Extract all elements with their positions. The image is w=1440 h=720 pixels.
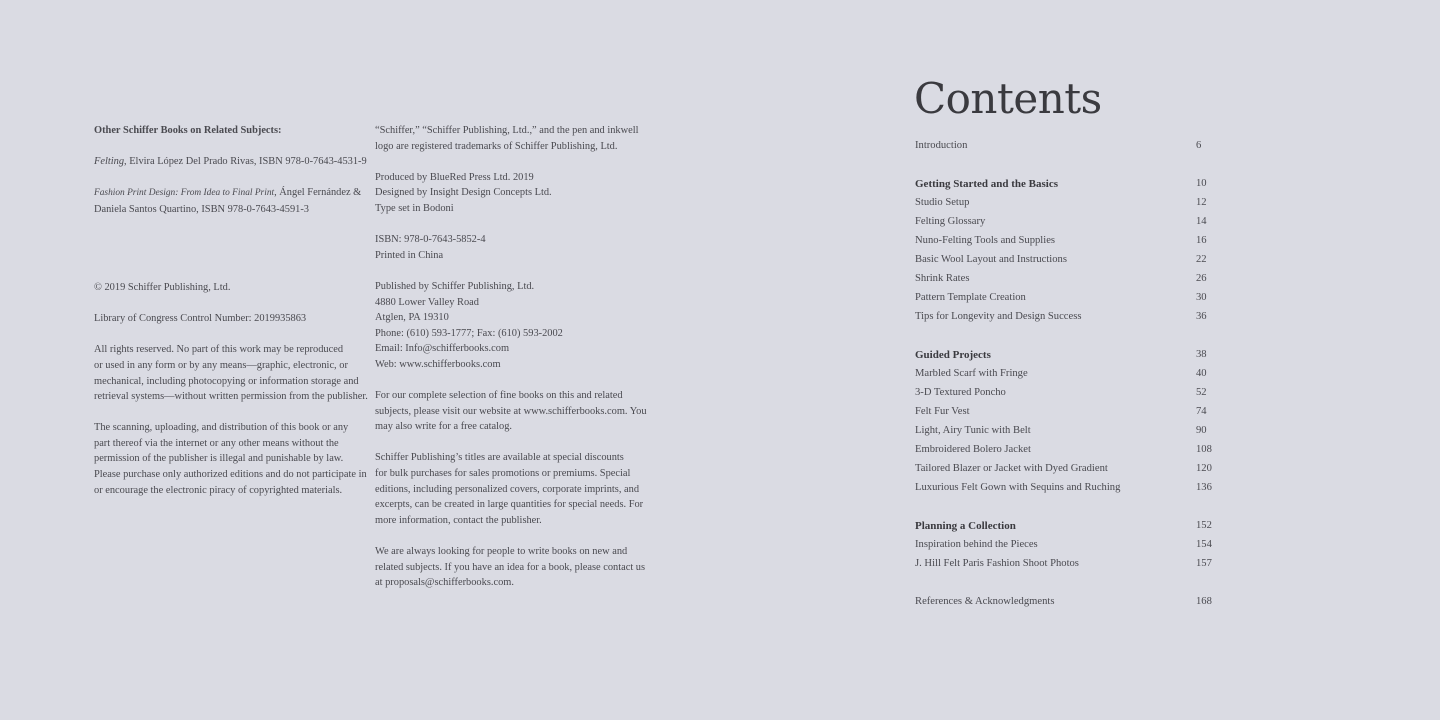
toc-entry-label: References & Acknowledgments	[915, 596, 1055, 607]
special-discounts-paragraph: Schiffer Publishing’s titles are available at special discounts for bulk purchases for sales promotions or premiums. Special editions, including personalized covers, corporate imprints, and excerpts, can be created in large quantities for special needs. For more information, contact the publisher.	[375, 452, 644, 526]
toc-entry-label: Tailored Blazer or Jacket with Dyed Gradient	[915, 463, 1108, 474]
toc-entry-label: Marbled Scarf with Fringe	[915, 368, 1028, 379]
contents-title: Contents	[914, 74, 1102, 123]
toc-entry-label: Shrink Rates	[915, 273, 970, 284]
toc-section-getting-started[interactable]	[915, 176, 1215, 195]
toc-entry-label: Tips for Longevity and Design Success	[915, 311, 1082, 322]
toc-entry[interactable]	[915, 366, 1215, 385]
toc-entry[interactable]	[915, 195, 1215, 214]
toc-entry-label: Light, Airy Tunic with Belt	[915, 425, 1031, 436]
toc-entry-label: Basic Wool Layout and Instructions	[915, 254, 1067, 265]
toc-entry[interactable]	[915, 138, 1215, 157]
toc-page-number: 108	[1196, 444, 1212, 455]
toc-entry-label: Luxurious Felt Gown with Sequins and Ruching	[915, 482, 1121, 493]
toc-entry-label: Introduction	[915, 140, 968, 151]
toc-section-label: Guided Projects	[915, 349, 991, 361]
toc-section-label: Planning a Collection	[915, 520, 1016, 532]
toc-section-label: Getting Started and the Basics	[915, 178, 1058, 190]
toc-entry-label: J. Hill Felt Paris Fashion Shoot Photos	[915, 558, 1079, 569]
book-title: Felting	[94, 156, 125, 168]
catalog-paragraph: For our complete selection of fine books on this and related subjects, please visit our website at www.schifferbooks.com. You may also write for a free catalog.	[375, 390, 647, 433]
toc-entry[interactable]	[915, 423, 1215, 442]
toc-entry[interactable]	[915, 442, 1215, 461]
book-details-line2: Daniela Santos Quartino, ISBN 978-0-7643-4591-3	[94, 203, 309, 215]
toc-entry[interactable]	[915, 461, 1215, 480]
authors-wanted-paragraph: We are always looking for people to write books on new and related subjects. If you have an idea for a book, please contact us at proposals@schifferbooks.com.	[375, 546, 646, 589]
toc-entry-label: 3-D Textured Poncho	[915, 387, 1006, 398]
toc-entry[interactable]	[915, 385, 1215, 404]
toc-entry[interactable]	[915, 271, 1215, 290]
toc-entry[interactable]	[915, 290, 1215, 309]
copyright-notice: © 2019 Schiffer Publishing, Ltd.	[94, 281, 231, 293]
toc-page-number: 136	[1196, 482, 1212, 493]
toc-page-number: 74	[1196, 406, 1207, 417]
toc-page-number: 16	[1196, 235, 1207, 246]
scanning-warning-paragraph: The scanning, uploading, and distribution of this book or any part thereof via the internet or any other means without the permission of the publisher is illegal and punishable by law. Please purchase only authorized editions and do not participate in or encourage the electronic piracy of copyrighted materials.	[94, 422, 367, 496]
toc-entry-label: Pattern Template Creation	[915, 292, 1026, 303]
lccn-notice: Library of Congress Control Number: 2019935863	[94, 313, 307, 325]
book-details: , Ángel Fernández &	[274, 187, 362, 199]
publisher-address: Published by Schiffer Publishing, Ltd. 4880 Lower Valley Road Atglen, PA 19310 Phone: (610) 593-1777; Fax: (610) 593-2002 Email: Info@schifferbooks.com Web: www.schifferbooks.com	[375, 280, 563, 370]
toc-page-number: 168	[1196, 596, 1212, 607]
toc-page-number: 22	[1196, 254, 1207, 265]
toc-entry-label: Inspiration behind the Pieces	[915, 539, 1038, 550]
related-book-felting	[94, 154, 367, 170]
toc-entry-label: Embroidered Bolero Jacket	[915, 444, 1031, 455]
copyright-left-column	[94, 123, 368, 498]
isbn-block: ISBN: 978-0-7643-5852-4 Printed in China	[375, 234, 486, 261]
toc-entry[interactable]	[915, 214, 1215, 233]
toc-page-number: 36	[1196, 311, 1207, 322]
toc-entry-label: Felt Fur Vest	[915, 406, 970, 417]
table-of-contents	[915, 138, 1215, 613]
toc-page-number: 10	[1196, 178, 1207, 189]
toc-page-number: 30	[1196, 292, 1207, 303]
toc-entry[interactable]	[915, 480, 1215, 499]
toc-page-number: 52	[1196, 387, 1207, 398]
rights-reserved-paragraph: All rights reserved. No part of this work may be reproduced or used in any form or by any means—graphic, electronic, or mechanical, including photocopying or information storage and retrieval systems—without written permission from the publisher.	[94, 344, 368, 403]
toc-entry[interactable]	[915, 537, 1215, 556]
toc-entry[interactable]	[915, 233, 1215, 252]
toc-page-number: 26	[1196, 273, 1207, 284]
trademark-paragraph: “Schiffer,” “Schiffer Publishing, Ltd.,” and the pen and inkwell logo are registered trademarks of Schiffer Publishing, Ltd.	[375, 125, 639, 152]
toc-section-planning-collection[interactable]	[915, 518, 1215, 537]
toc-entry-label: Studio Setup	[915, 197, 970, 208]
book-title: Fashion Print Design: From Idea to Final Print	[94, 188, 275, 199]
book-details: , Elvira López Del Prado Rivas, ISBN 978-0-7643-4531-9	[124, 156, 367, 168]
toc-page-number: 120	[1196, 463, 1212, 474]
toc-entry-label: Felting Glossary	[915, 216, 986, 227]
toc-page-number: 14	[1196, 216, 1207, 227]
toc-page-number: 90	[1196, 425, 1207, 436]
related-books-heading: Other Schiffer Books on Related Subjects:	[94, 125, 282, 136]
toc-page-number: 6	[1196, 140, 1202, 151]
toc-page-number: 12	[1196, 197, 1207, 208]
toc-entry-label: Nuno-Felting Tools and Supplies	[915, 235, 1056, 246]
toc-entry[interactable]	[915, 252, 1215, 271]
toc-page-number: 154	[1196, 539, 1212, 550]
toc-entry[interactable]	[915, 404, 1215, 423]
toc-entry[interactable]	[915, 556, 1215, 575]
toc-entry[interactable]	[915, 594, 1215, 613]
production-credits: Produced by BlueRed Press Ltd. 2019 Designed by Insight Design Concepts Ltd. Type set in Bodoni	[375, 171, 552, 214]
toc-page-number: 40	[1196, 368, 1207, 379]
toc-entry[interactable]	[915, 309, 1215, 328]
toc-section-guided-projects[interactable]	[915, 347, 1215, 366]
toc-page-number: 157	[1196, 558, 1212, 569]
publisher-info-column	[375, 123, 645, 591]
toc-page-number: 38	[1196, 349, 1207, 360]
related-book-fashion-print	[94, 185, 364, 217]
toc-page-number: 152	[1196, 520, 1212, 531]
